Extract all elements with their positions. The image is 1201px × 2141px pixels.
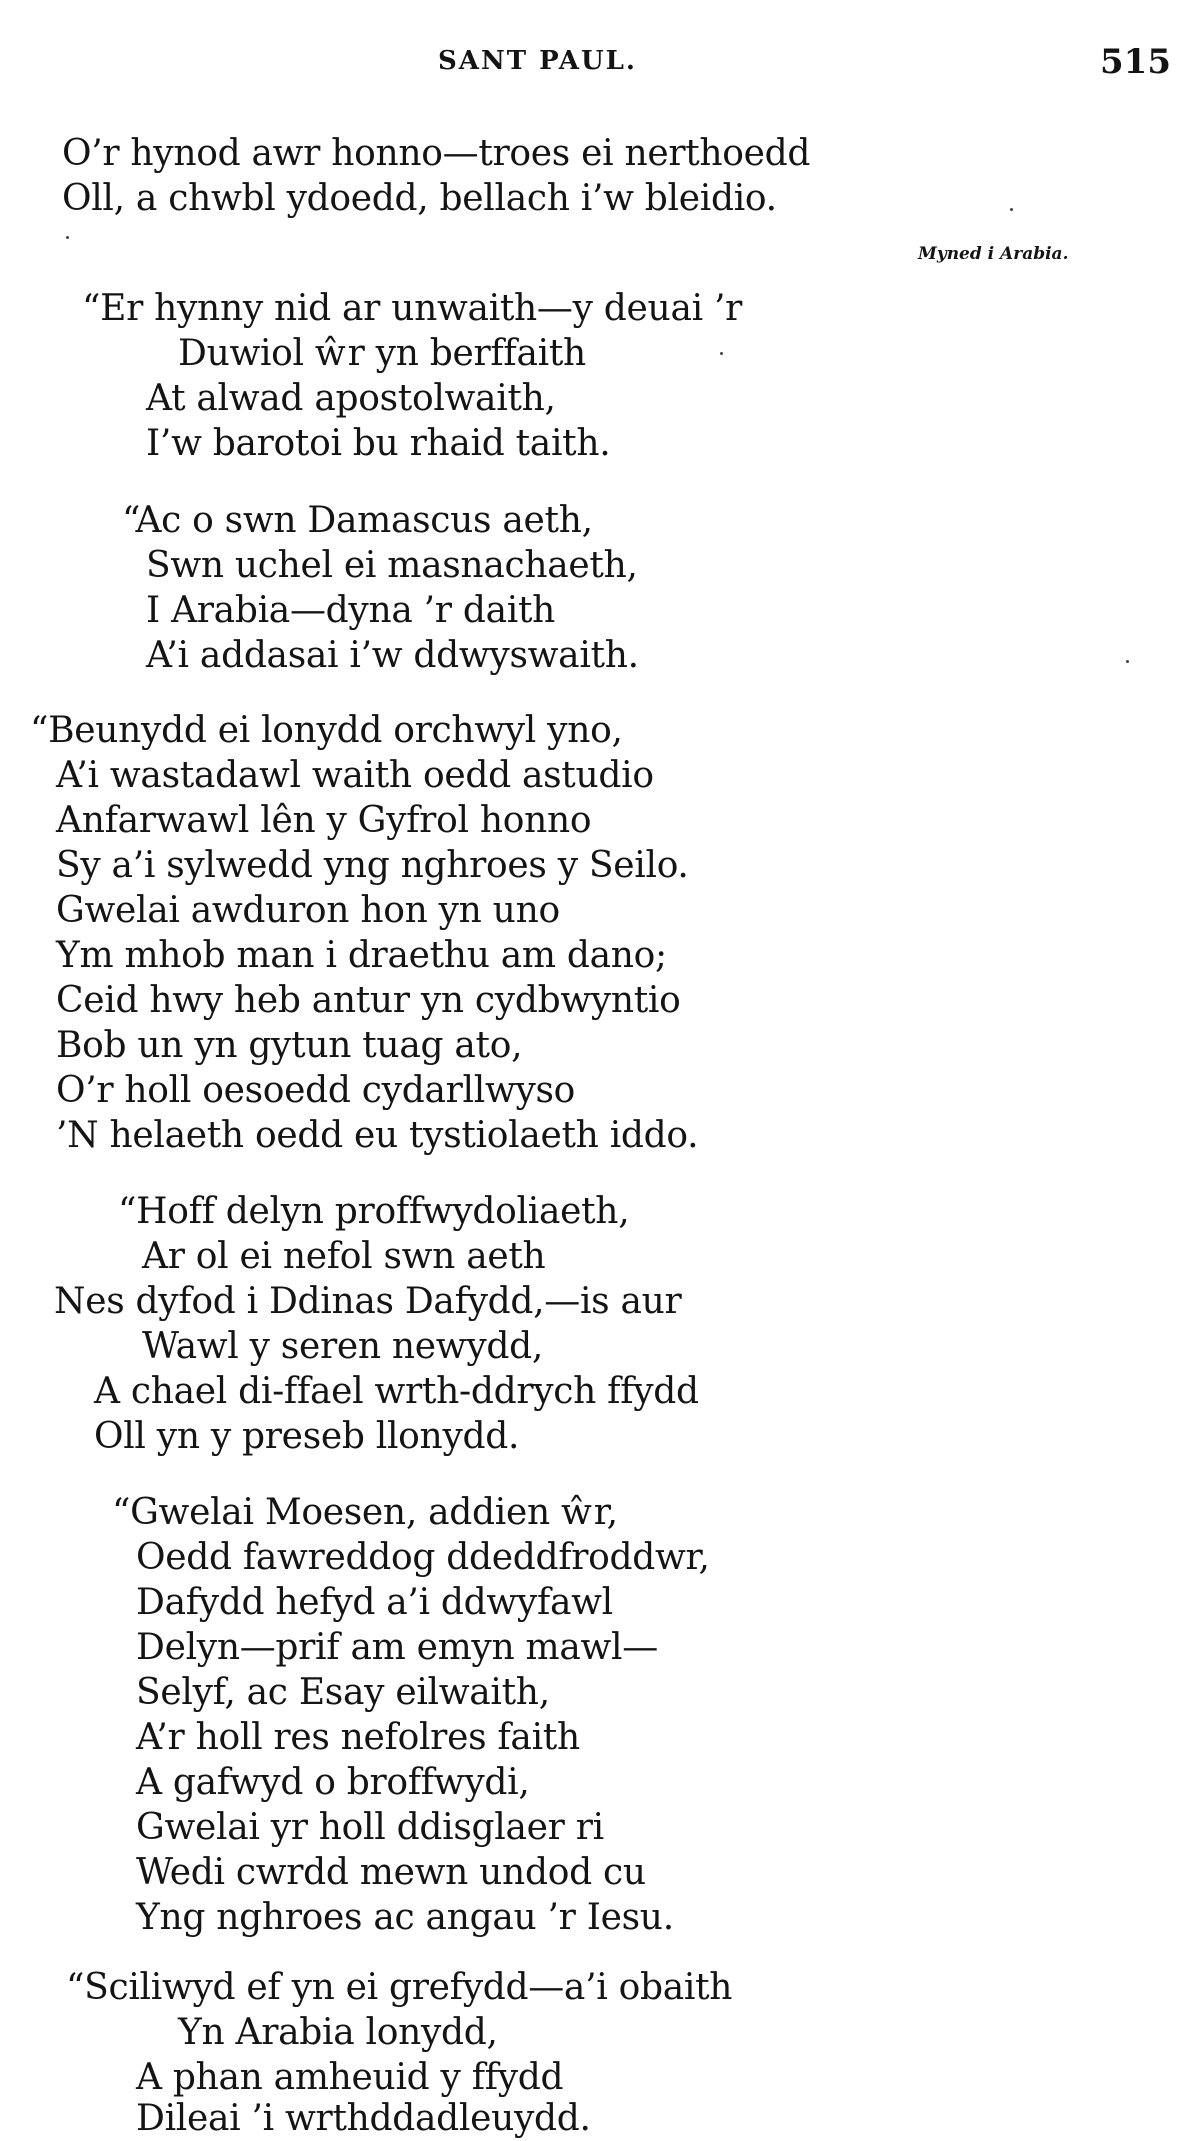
- verse-line: Yng nghroes ac angau ’r Iesu.: [136, 1897, 674, 1938]
- verse-line: ’N helaeth oedd eu tystiolaeth iddo.: [56, 1115, 699, 1156]
- verse-line: Anfarwawl lên y Gyfrol honno: [56, 800, 592, 841]
- verse-line: Wedi cwrdd mewn undod cu: [136, 1852, 646, 1893]
- verse-line: O’r hynod awr honno—troes ei nerthoedd: [62, 133, 811, 174]
- verse-line: A’r holl res nefolres faith: [136, 1717, 580, 1758]
- verse-line: Nes dyfod i Ddinas Dafydd,—is aur: [54, 1281, 682, 1322]
- verse-line: O’r holl oesoedd cydarllwyso: [56, 1070, 576, 1111]
- verse-line: Swn uchel ei masnachaeth,: [146, 545, 638, 586]
- print-speck: [720, 352, 723, 355]
- verse-line: A’i addasai i’w ddwyswaith.: [146, 635, 639, 676]
- verse-line: Ar ol ei nefol swn aeth: [142, 1236, 546, 1277]
- print-speck: [1126, 660, 1129, 663]
- verse-line: Gwelai awduron hon yn uno: [56, 890, 560, 931]
- running-title: SANT PAUL.: [438, 46, 637, 76]
- page-number: 515: [1100, 42, 1171, 82]
- verse-line: Oll yn y preseb llonydd.: [94, 1416, 520, 1457]
- print-speck: [1010, 208, 1013, 211]
- verse-line: A chael di-ffael wrth-ddrych ffydd: [94, 1371, 699, 1412]
- verse-line: Dafydd hefyd a’i ddwyfawl: [136, 1582, 613, 1623]
- verse-line: Dileai ’i wrthddadleuydd.: [136, 2098, 591, 2139]
- verse-line: “Er hynny nid ar unwaith—y deuai ’r: [82, 288, 743, 329]
- verse-line: A phan amheuid y ffydd: [136, 2057, 564, 2098]
- verse-line: Sy a’i sylwedd yng nghroes y Seilo.: [56, 845, 689, 886]
- verse-line: “Gwelai Moesen, addien ŵr,: [112, 1492, 618, 1533]
- verse-line: Oedd fawreddog ddeddfroddwr,: [136, 1537, 710, 1578]
- verse-line: Duwiol ŵr yn berffaith: [178, 333, 586, 374]
- verse-line: Delyn—prif am emyn mawl—: [136, 1627, 658, 1668]
- verse-line: Yn Arabia lonydd,: [178, 2012, 498, 2053]
- verse-line: “Hoff delyn proffwydoliaeth,: [118, 1191, 630, 1232]
- verse-line: Selyf, ac Esay eilwaith,: [136, 1672, 550, 1713]
- verse-line: Wawl y seren newydd,: [142, 1326, 543, 1367]
- verse-line: Ym mhob man i draethu am dano;: [56, 935, 667, 976]
- verse-line: Oll, a chwbl ydoedd, bellach i’w bleidio.: [62, 178, 777, 219]
- verse-line: I Arabia—dyna ’r daith: [146, 590, 555, 631]
- verse-line: A’i wastadawl waith oedd astudio: [56, 755, 654, 796]
- print-speck: [66, 236, 69, 239]
- verse-line: “Sciliwyd ef yn ei grefydd—a’i obaith: [66, 1967, 733, 2008]
- verse-line: A gafwyd o broffwydi,: [136, 1762, 530, 1803]
- verse-line: Gwelai yr holl ddisglaer ri: [136, 1807, 604, 1848]
- margin-sidenote: Myned i Arabia.: [918, 244, 1069, 264]
- verse-line: At alwad apostolwaith,: [146, 378, 556, 419]
- verse-line: “Ac o swn Damascus aeth,: [122, 500, 593, 541]
- verse-line: Ceid hwy heb antur yn cydbwyntio: [56, 980, 681, 1021]
- verse-line: “Beunydd ei lonydd orchwyl yno,: [30, 710, 623, 751]
- verse-line: I’w barotoi bu rhaid taith.: [146, 423, 611, 464]
- verse-line: Bob un yn gytun tuag ato,: [56, 1025, 523, 1066]
